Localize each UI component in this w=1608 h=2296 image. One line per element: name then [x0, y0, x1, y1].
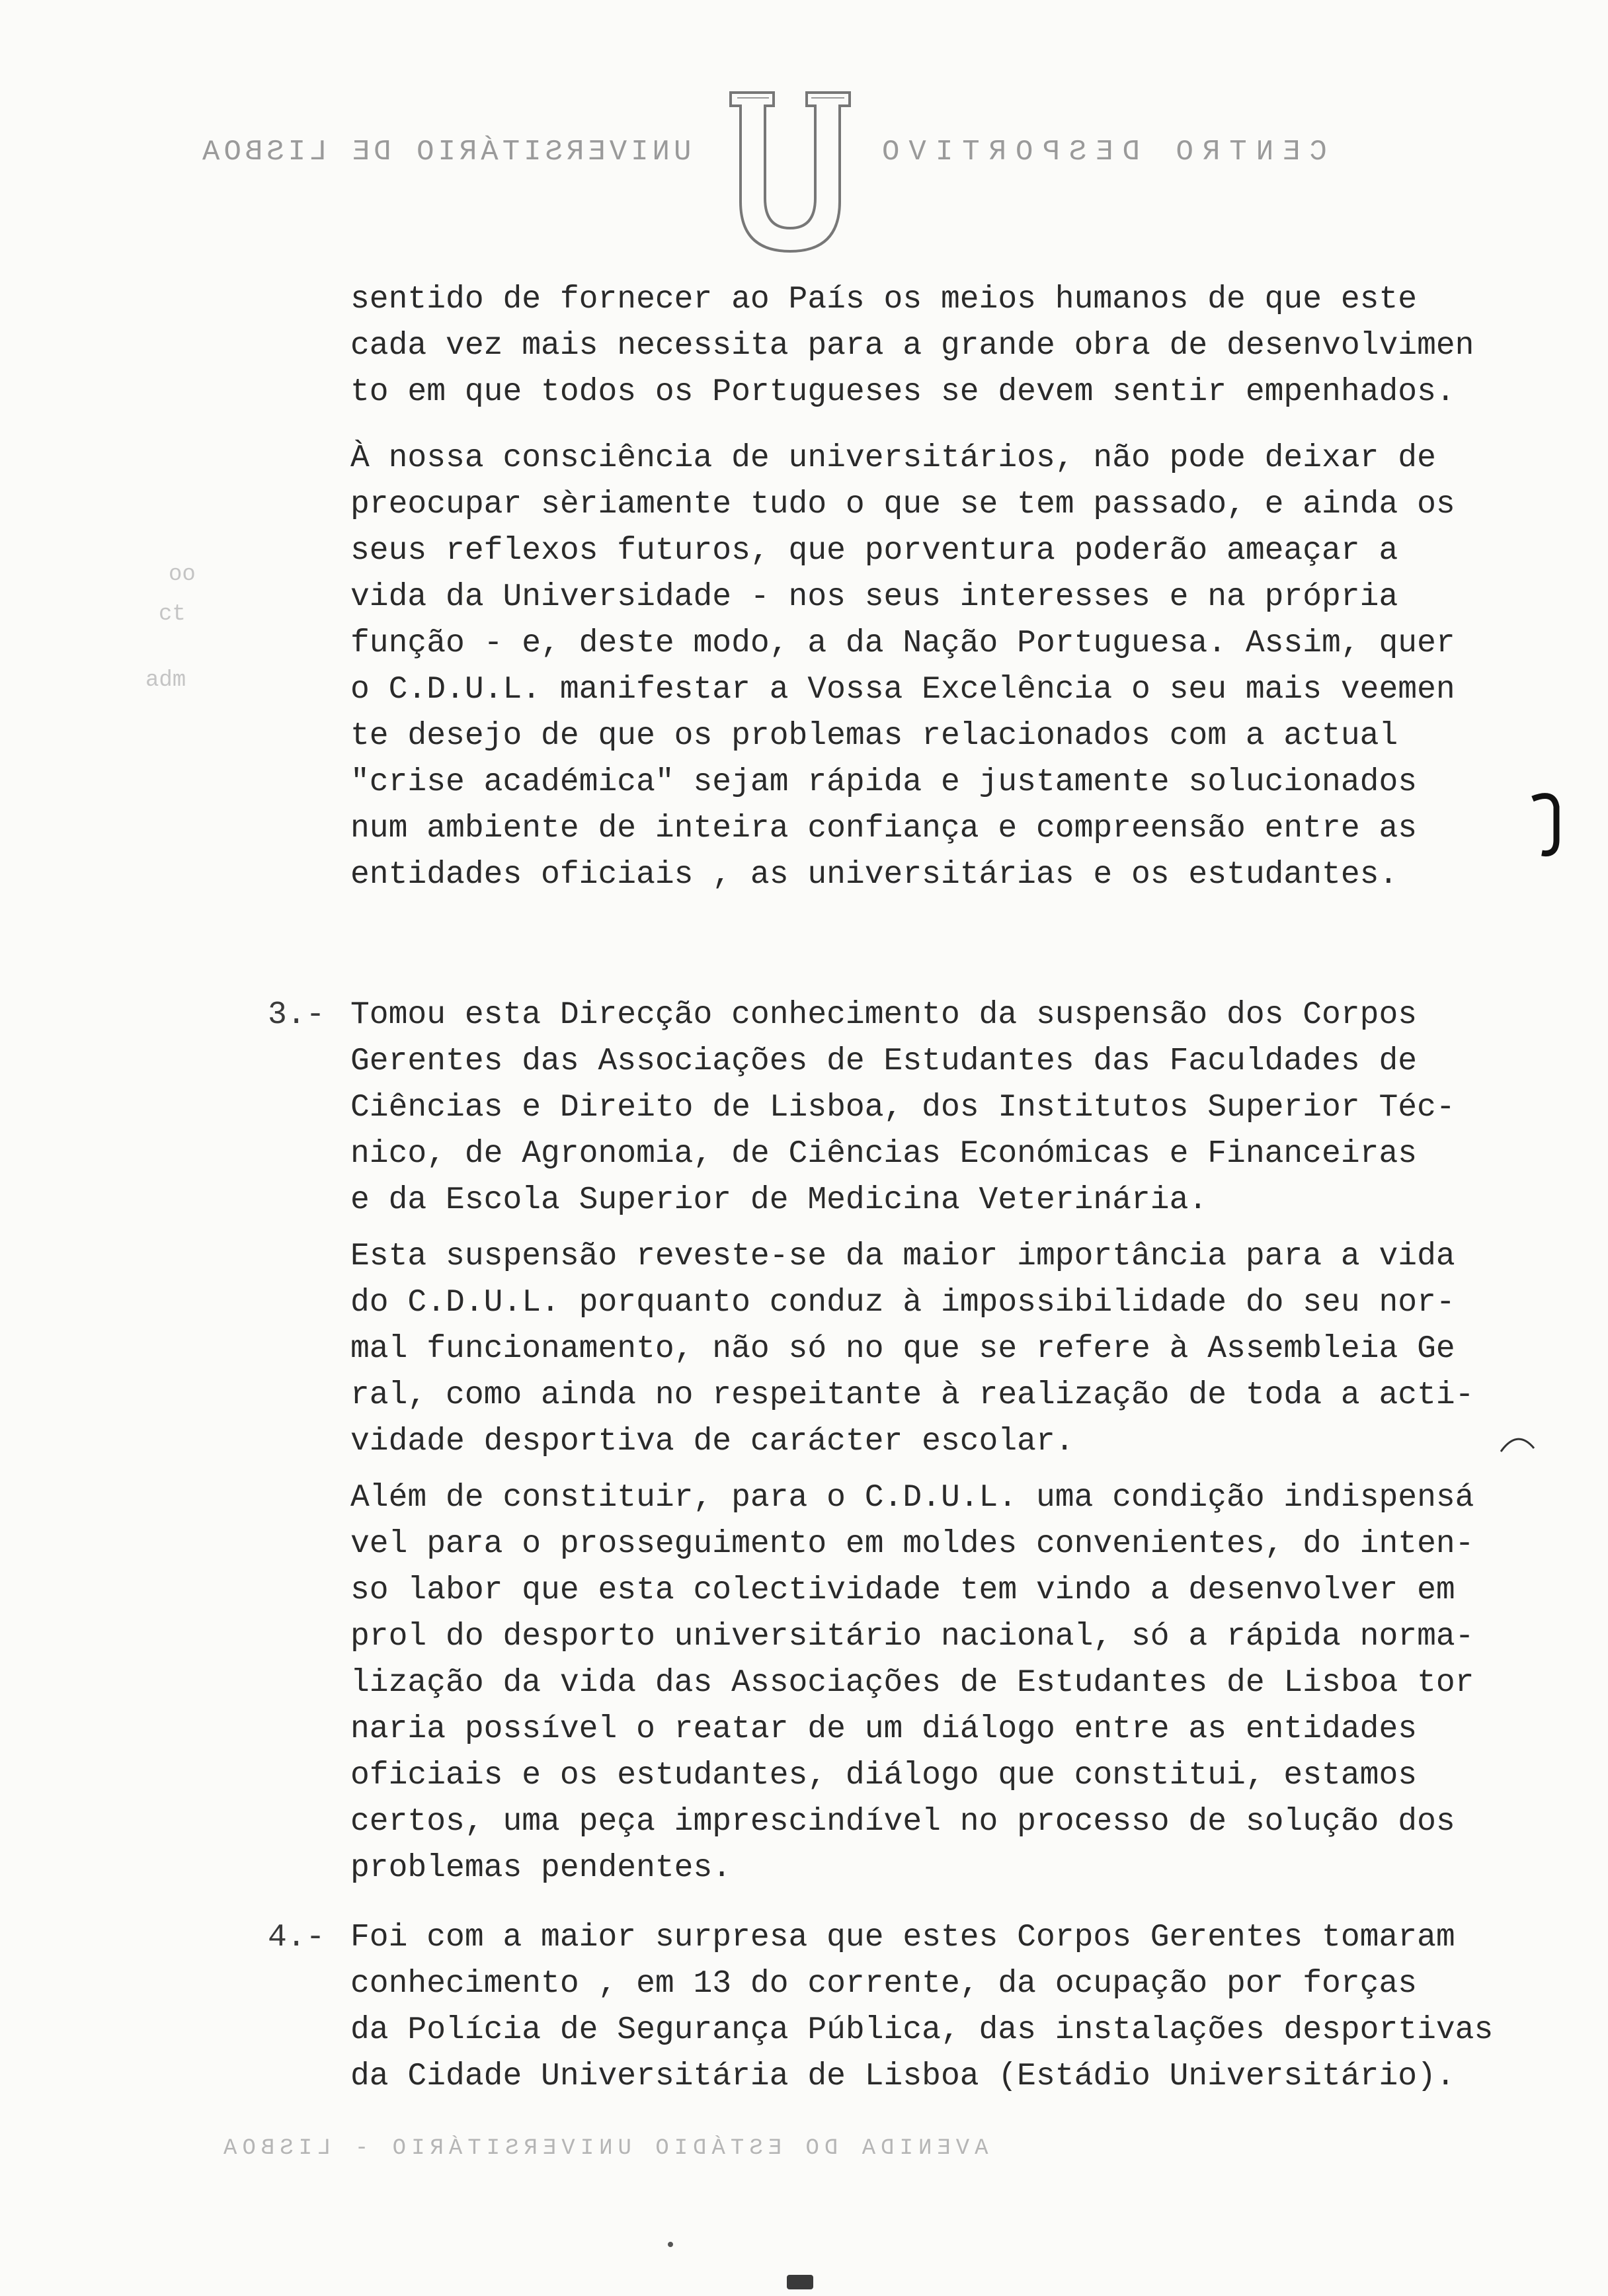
text-line: problemas pendentes.	[350, 1850, 732, 1886]
text-line: to em que todos os Portugueses se devem sentir empenhados.	[350, 374, 1455, 410]
text-line: lização da vida das Associações de Estudantes de Lisboa tor	[350, 1665, 1474, 1701]
text-line: certos, uma peça imprescindível no processo de solução dos	[350, 1804, 1455, 1840]
text-line: te desejo de que os problemas relacionados com a actual	[350, 718, 1398, 754]
text-line: À nossa consciência de universitários, não pode deixar de	[350, 440, 1436, 476]
text-line: nico, de Agronomia, de Ciências Económicas e Financeiras	[350, 1136, 1418, 1172]
text-line: e da Escola Superior de Medicina Veterinária.	[350, 1182, 1208, 1218]
text-line: "crise académica" sejam rápida e justamente solucionados	[350, 764, 1418, 800]
header-right-text: CENTRO DESPORTIVO	[873, 136, 1327, 169]
text-line: Foi com a maior surpresa que estes Corpos Gerentes tomaram	[350, 1920, 1455, 1955]
text-line: vidade desportiva de carácter escolar.	[350, 1424, 1074, 1459]
text-line: so labor que esta colectividade tem vindo a desenvolver em	[350, 1573, 1455, 1608]
text-line: vel para o prosseguimento em moldes convenientes, do inten-	[350, 1526, 1474, 1562]
text-line: Tomou esta Direcção conhecimento da suspensão dos Corpos	[350, 997, 1418, 1033]
text-line: conhecimento , em 13 do corrente, da ocupação por forças	[350, 1966, 1418, 2002]
text-line: Ciências e Direito de Lisboa, dos Institutos Superior Téc-	[350, 1090, 1455, 1126]
text-line: vida da Universidade - nos seus interesses e na própria	[350, 579, 1398, 615]
section-number: 3.-	[268, 997, 325, 1033]
text-line: seus reflexos futuros, que porventura poderão ameaçar a	[350, 533, 1398, 569]
text-line: prol do desporto universitário nacional, só a rápida norma-	[350, 1619, 1474, 1655]
footer-address-mirrored: AVENIDA DO ESTÁDIO UNIVERSITÁRIO - LISBOA	[218, 2136, 988, 2161]
text-line: do C.D.U.L. porquanto conduz à impossibilidade do seu nor-	[350, 1285, 1455, 1321]
page-mark	[668, 2242, 673, 2247]
text-line: da Polícia de Segurança Pública, das instalações desportivas	[350, 2012, 1494, 2048]
text-line: num ambiente de inteira confiança e compreensão entre as	[350, 811, 1418, 846]
margin-bracket-mark	[1527, 787, 1567, 860]
header-left-text: UNIVERSITÁRIO DE LISBOA	[198, 136, 692, 169]
text-line: Gerentes das Associações de Estudantes das Faculdades de	[350, 1044, 1418, 1079]
text-line: entidades oficiais , as universitárias e os estudantes.	[350, 857, 1398, 893]
university-u-logo	[717, 86, 863, 258]
text-line: mal funcionamento, não só no que se refere à Assembleia Ge	[350, 1331, 1455, 1367]
text-line: oficiais e os estudantes, diálogo que constitui, estamos	[350, 1758, 1418, 1793]
text-line: Além de constituir, para o C.D.U.L. uma condição indispensá	[350, 1480, 1474, 1516]
section-number: 4.-	[268, 1920, 325, 1955]
margin-arc-mark	[1498, 1428, 1537, 1455]
text-line: Esta suspensão reveste-se da maior importância para a vida	[350, 1239, 1455, 1274]
text-line: função - e, deste modo, a da Nação Portuguesa. Assim, quer	[350, 626, 1455, 661]
text-line: da Cidade Universitária de Lisboa (Estádio Universitário).	[350, 2059, 1455, 2094]
text-line: ral, como ainda no respeitante à realização de toda a acti-	[350, 1377, 1474, 1413]
text-line: o C.D.U.L. manifestar a Vossa Excelência o seu mais veemen	[350, 672, 1455, 708]
text-line: naria possível o reatar de um diálogo entre as entidades	[350, 1711, 1418, 1747]
text-line: preocupar sèriamente tudo o que se tem passado, e ainda os	[350, 487, 1455, 522]
text-line: cada vez mais necessita para a grande obra de desenvolvimen	[350, 328, 1474, 364]
text-line: sentido de fornecer ao País os meios humanos de que este	[350, 282, 1418, 317]
page-number-fragment	[787, 2275, 813, 2289]
